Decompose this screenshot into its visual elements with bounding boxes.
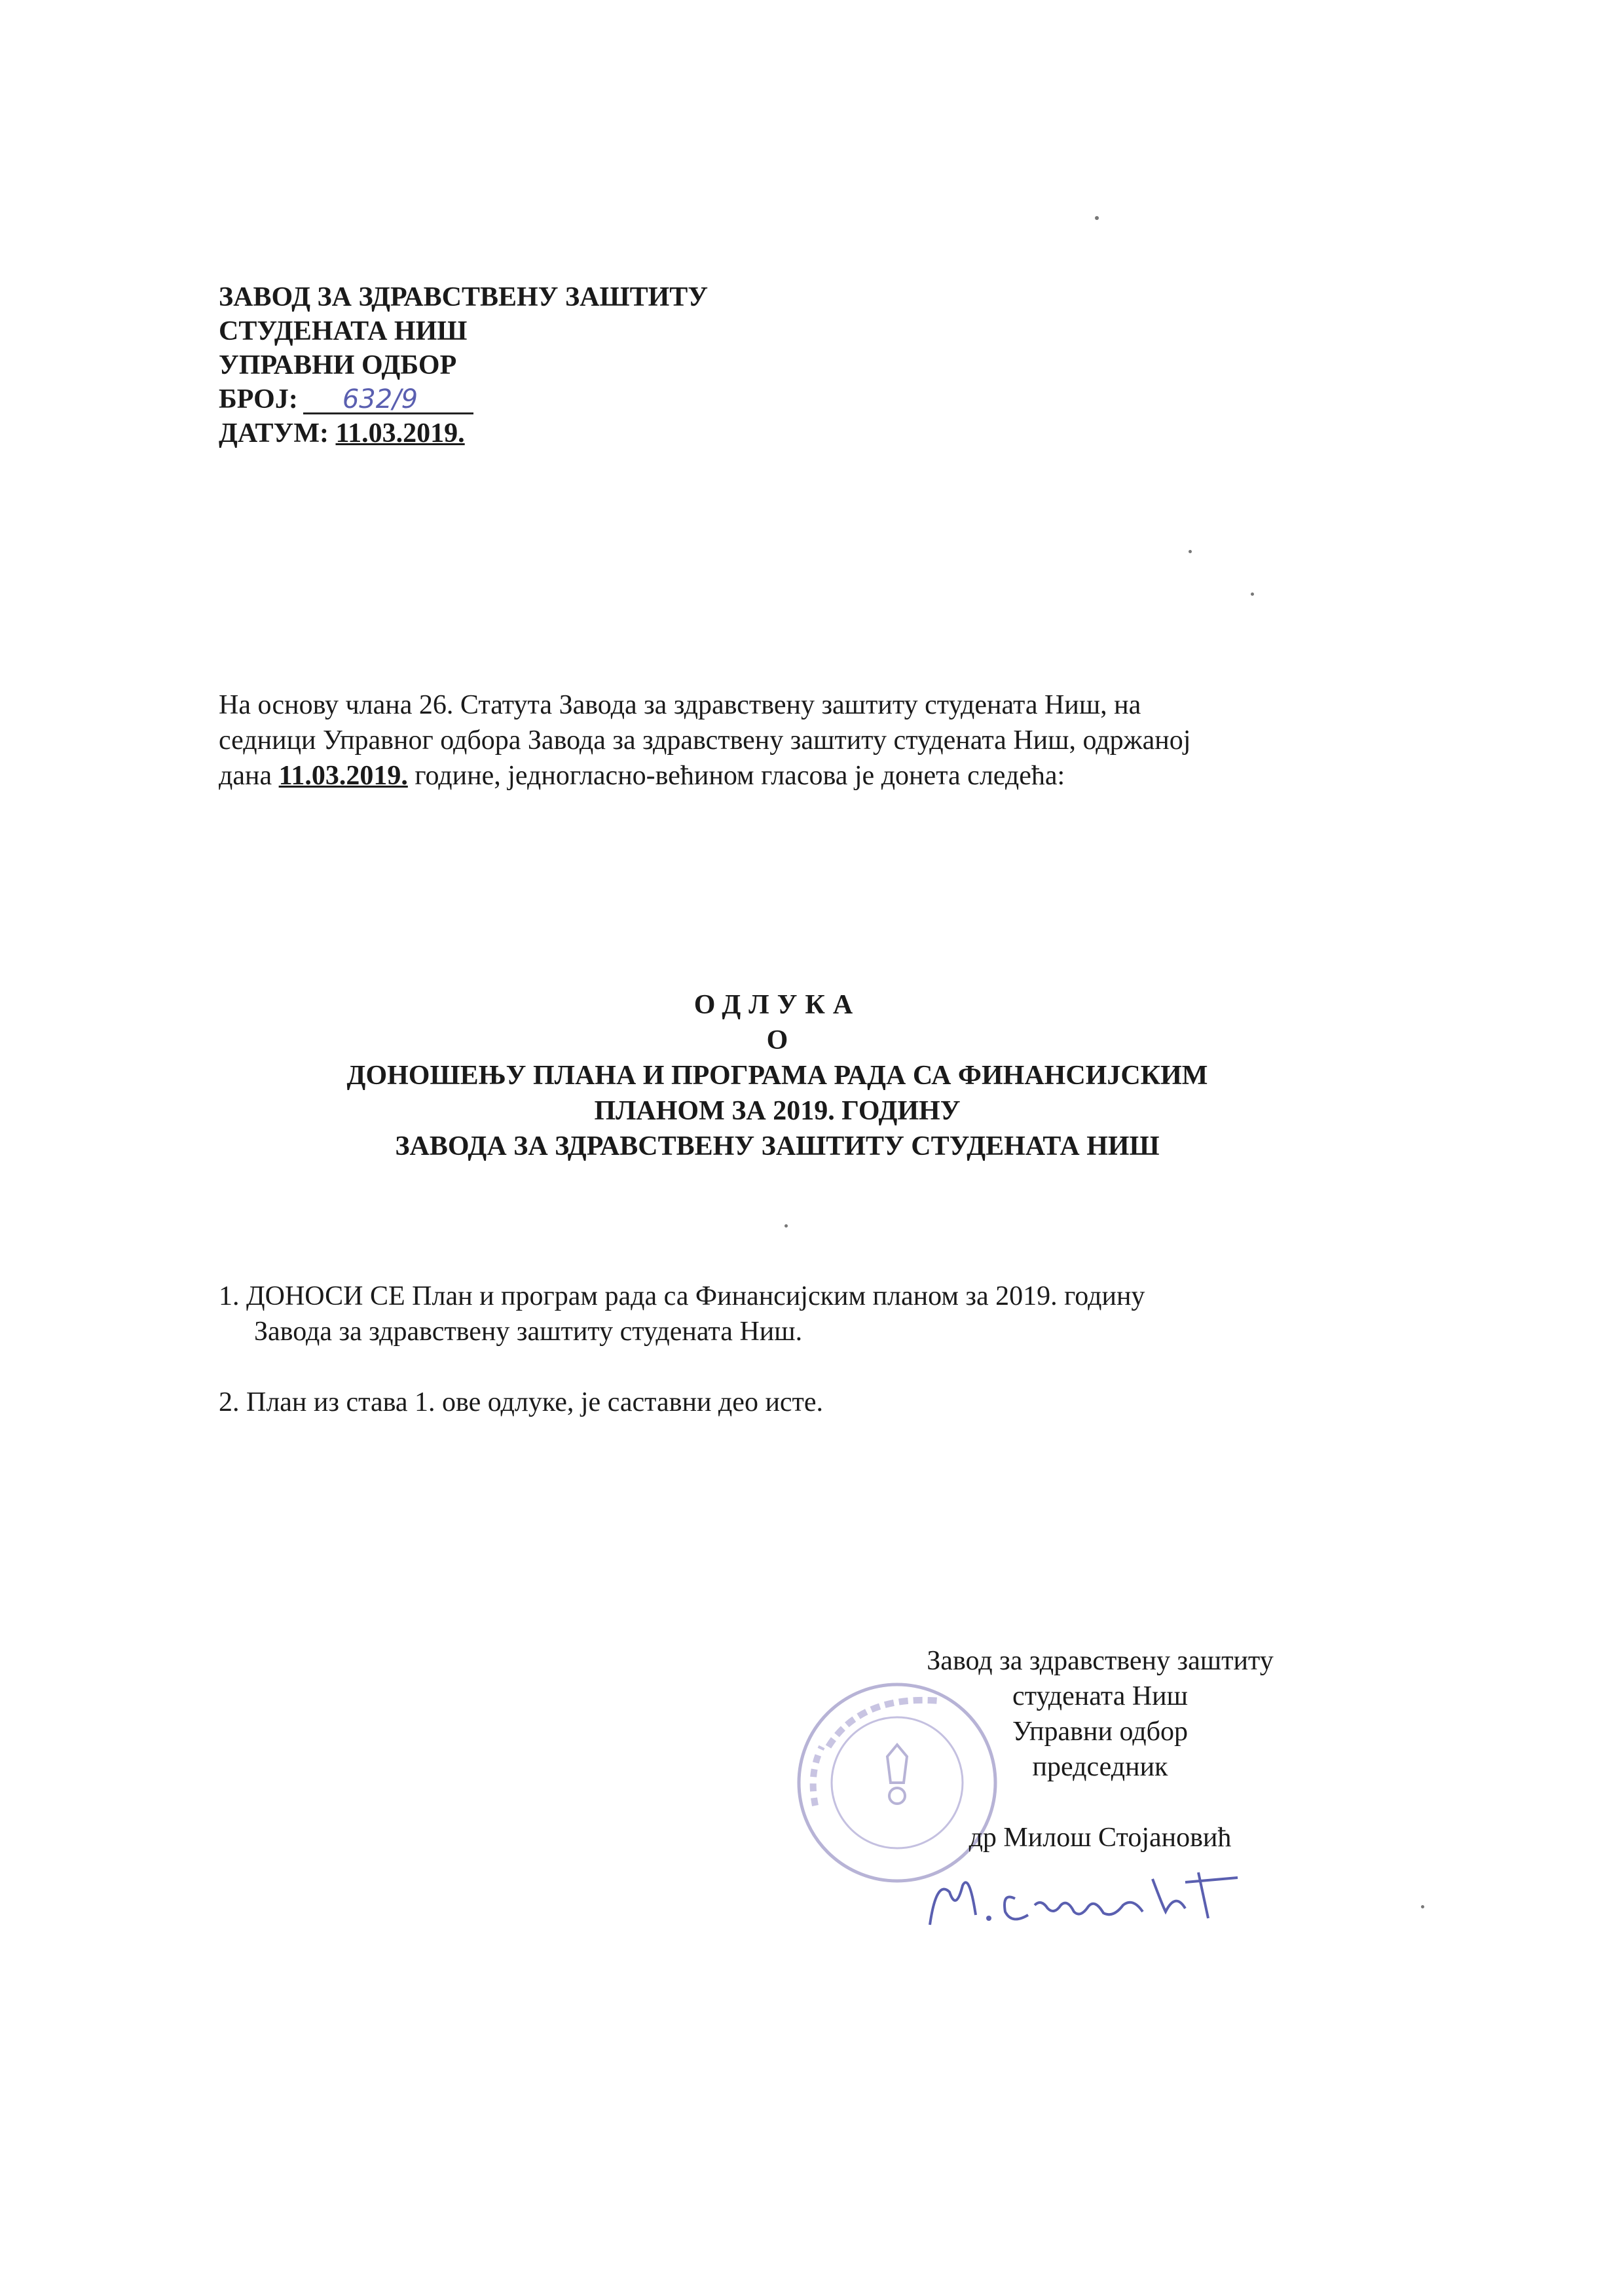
- title-odluka: ОДЛУКА: [693, 990, 861, 1020]
- intro-line-2: седници Управног одбора Завода за здравствену заштиту студената Ниш, одржаној: [219, 725, 1191, 756]
- scan-speck: [784, 1224, 788, 1228]
- title-line-4: ПЛАНОМ ЗА 2019. ГОДИНУ: [594, 1096, 961, 1126]
- intro-paragraph: [219, 687, 1397, 793]
- signature-body: Управни одбор: [1012, 1717, 1188, 1747]
- date-value: 11.03.2019.: [335, 418, 465, 448]
- number-label: БРОЈ:: [219, 384, 298, 414]
- signature-block: [851, 1643, 1349, 1855]
- title-line-3: ДОНОШЕЊУ ПЛАНА И ПРОГРАМА РАДА СА ФИНАНСИЈСКИМ: [346, 1061, 1208, 1091]
- intro-line-3-prefix: дана: [219, 761, 279, 791]
- scan-speck: [1189, 550, 1192, 553]
- decision-items: [219, 1279, 1463, 1420]
- scan-speck: [1095, 216, 1099, 220]
- document-header: [219, 280, 708, 450]
- decision-title: [219, 987, 1336, 1164]
- intro-line-1: На основу члана 26. Статута Завода за здравствену заштиту студената Ниш, на: [219, 690, 1141, 720]
- signature-role: председник: [1032, 1752, 1168, 1782]
- signature-institution-line2: студената Ниш: [1012, 1681, 1188, 1711]
- number-row: [219, 382, 708, 416]
- institution-name-line1: ЗАВОД ЗА ЗДРАВСТВЕНУ ЗАШТИТУ: [219, 282, 709, 312]
- intro-session-date: 11.03.2019.: [278, 761, 408, 791]
- intro-line-3-suffix: године, једногласно-већином гласова је донета следећа:: [407, 761, 1065, 791]
- governing-body-name: УПРАВНИ ОДБОР: [219, 350, 457, 380]
- intro-line-3: [219, 758, 1397, 793]
- number-value-handwritten: 632/9: [303, 386, 473, 414]
- item-1-line-1: 1. ДОНОСИ СЕ План и програм рада са Финансијским планом за 2019. годину: [219, 1281, 1145, 1311]
- scan-speck: [1421, 1905, 1424, 1908]
- title-o: О: [766, 1025, 788, 1055]
- item-1-line-2: Завода за здравствену заштиту студената Ниш.: [254, 1317, 803, 1347]
- date-row: [219, 416, 708, 450]
- institution-name-line2: СТУДЕНАТА НИШ: [219, 316, 468, 346]
- scan-speck: [1251, 592, 1254, 596]
- item-2: 2. План из става 1. ове одлуке, је саставни део исте.: [219, 1387, 824, 1417]
- signatory-name: др Милош Стојановић: [969, 1823, 1232, 1853]
- title-line-5: ЗАВОДА ЗА ЗДРАВСТВЕНУ ЗАШТИТУ СТУДЕНАТА НИШ: [395, 1131, 1160, 1161]
- date-label: ДАТУМ:: [219, 418, 329, 448]
- signature-institution-line1: Завод за здравствену заштиту: [927, 1646, 1274, 1676]
- handwritten-signature: [917, 1853, 1257, 1938]
